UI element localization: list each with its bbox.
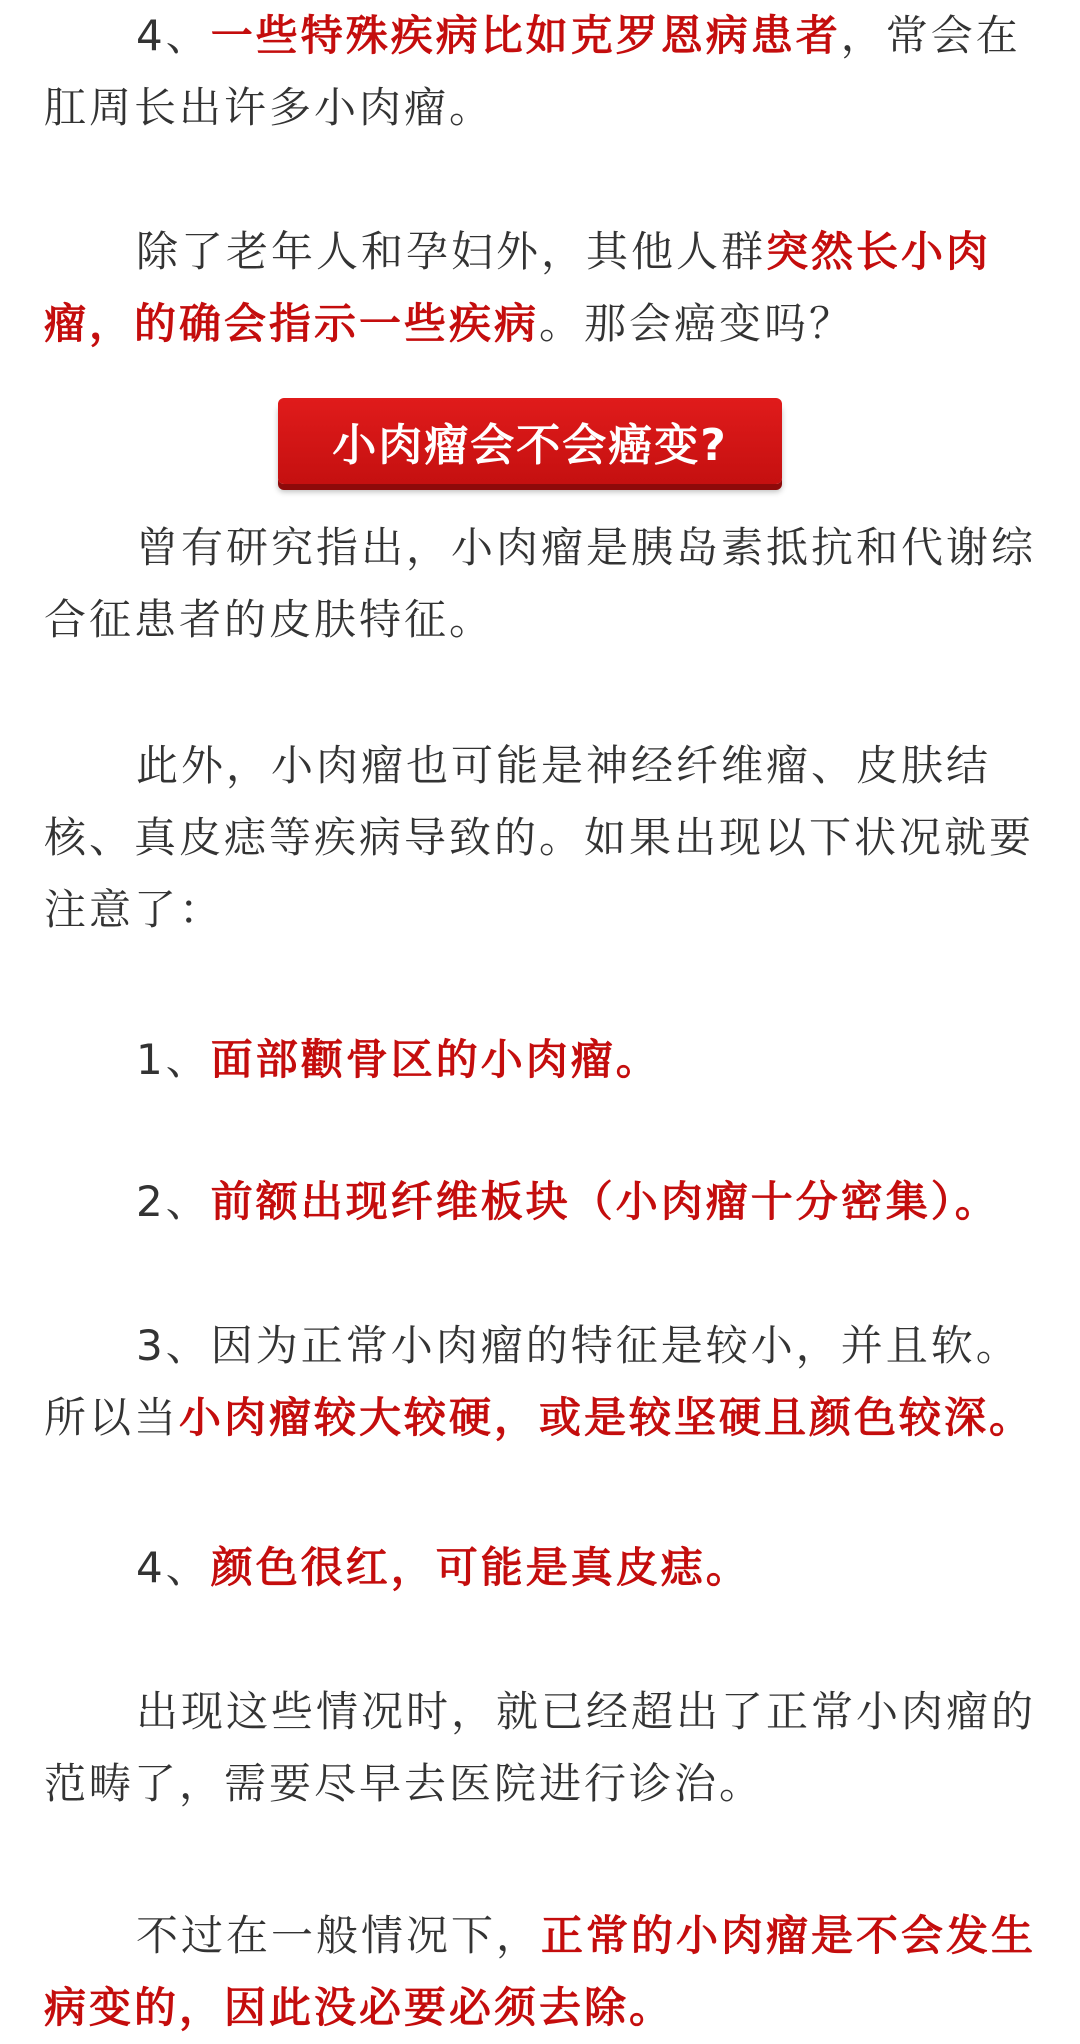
list-item-4 bbox=[44, 1532, 1040, 1604]
list-item-2 bbox=[44, 1166, 1040, 1238]
paragraph-research: 曾有研究指出，小肉瘤是胰岛素抵抗和代谢综合征患者的皮肤特征。 bbox=[44, 523, 1037, 644]
paragraph-other-causes: 此外，小肉瘤也可能是神经纤维瘤、皮肤结核、真皮痣等疾病导致的。如果出现以下状况就要注意了： bbox=[44, 741, 1035, 934]
list-item-1-text: 面部颧骨区的小肉瘤。 bbox=[210, 1035, 661, 1084]
list-item-3-text: 小肉瘤较大较硬，或是较坚硬且颜色较深。 bbox=[179, 1393, 1035, 1442]
list-item-1 bbox=[44, 1024, 1040, 1096]
paragraph-other-groups-highlight: 突然长小肉瘤，的确会指示一些疾病 bbox=[44, 227, 992, 348]
paragraph-crohn-suffix: ，常会在肛周长出许多小肉瘤。 bbox=[44, 11, 1021, 132]
list-item-1-number: 1、 bbox=[136, 1035, 211, 1084]
paragraph-conclusion-prefix: 不过在一般情况下， bbox=[136, 1911, 542, 1960]
paragraph-other-groups-suffix: 。那会癌变吗？ bbox=[539, 299, 855, 348]
paragraph-other-groups bbox=[44, 216, 1040, 360]
paragraph-conclusion bbox=[44, 1900, 1040, 2044]
list-item-2-number: 2、 bbox=[136, 1177, 211, 1226]
paragraph-crohn bbox=[44, 0, 1040, 144]
list-item-4-number: 4、 bbox=[136, 1543, 211, 1592]
paragraph-see-doctor: 出现这些情况时，就已经超出了正常小肉瘤的范畴了，需要尽早去医院进行诊治。 bbox=[44, 1687, 1037, 1808]
section-heading-banner: 小肉瘤会不会癌变? bbox=[278, 398, 782, 484]
list-item-4-text: 颜色很红，可能是真皮痣。 bbox=[210, 1543, 751, 1592]
paragraph-conclusion-highlight: 正常的小肉瘤是不会发生病变的，因此没必要必须去除。 bbox=[44, 1911, 1037, 2032]
list-item-2-text: 前额出现纤维板块（小肉瘤十分密集）。 bbox=[210, 1177, 1000, 1226]
list-item-3-number: 3、因为正常小肉瘤的特征是较小，并且软。所以当 bbox=[44, 1321, 1021, 1442]
paragraph-crohn-highlight: 一些特殊疾病比如克罗恩病患者 bbox=[210, 11, 841, 60]
paragraph-crohn-prefix: 4、 bbox=[136, 11, 211, 60]
paragraph-other-groups-prefix: 除了老年人和孕妇外，其他人群 bbox=[136, 227, 767, 276]
list-item-3 bbox=[44, 1310, 1040, 1454]
